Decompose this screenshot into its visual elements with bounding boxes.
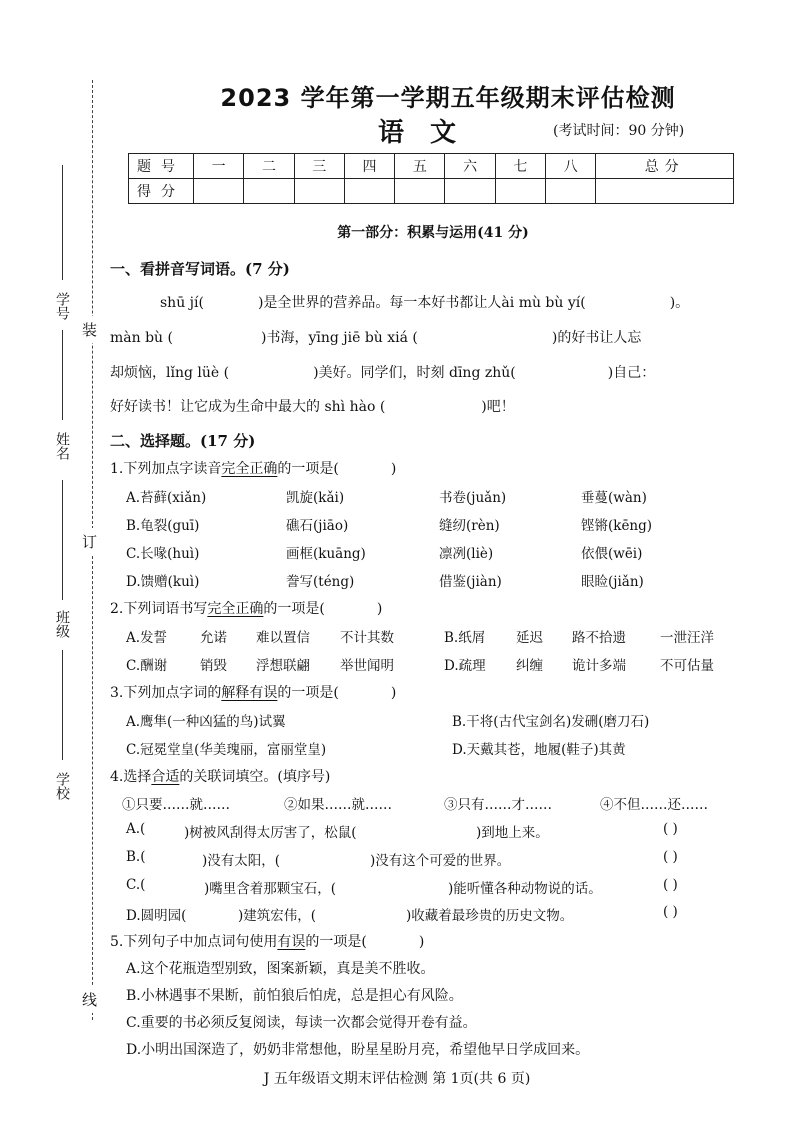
q1-option[interactable]: 缝纫(rèn) — [439, 518, 500, 534]
score-cell[interactable] — [395, 179, 445, 204]
score-col-4: 四 — [344, 154, 394, 179]
q1-option[interactable]: 凯旋(kǎi) — [286, 490, 345, 506]
q2-word[interactable]: 一泄汪洋 — [660, 630, 714, 646]
pinyin-line-1: shū jí( )是全世界的营养品。每一本好书都让人ài mù bù yí( )。 — [160, 295, 690, 311]
q2-stem: 2.下列词语书写完全正确的一项是( ) — [110, 601, 383, 617]
score-table — [128, 153, 734, 204]
score-cell[interactable] — [194, 179, 244, 204]
q2-word[interactable]: C.酬谢 — [126, 658, 168, 674]
q5-stem: 5.下列句子中加点词句使用有误的一项是( ) — [110, 934, 425, 950]
pinyin-line-2: màn bù ( )书海，yīng jiē bù xiá ( )的好书让人忘 — [110, 330, 642, 346]
score-col-1: 一 — [194, 154, 244, 179]
q1-option[interactable]: B.龟裂(guī) — [126, 518, 200, 534]
class-blank — [62, 480, 63, 600]
q4-conjunction: ②如果……就…… — [284, 797, 392, 813]
q4-conjunction: ③只有……才…… — [444, 797, 552, 813]
q5-option-a[interactable]: A.这个花瓶造型别致，图案新颖，真是美不胜收。 — [126, 961, 435, 977]
q1-option[interactable]: 画框(kuāng) — [286, 546, 366, 562]
score-cell[interactable] — [596, 179, 734, 204]
score-cell[interactable] — [495, 179, 545, 204]
q2-word[interactable]: 诡计多端 — [572, 658, 626, 674]
subject-title: 语文 — [378, 118, 483, 148]
q2-word[interactable]: D.疏理 — [444, 658, 486, 674]
class-label: 班级 — [52, 606, 72, 642]
q3-stem: 3.下列加点字词的解释有误的一项是( ) — [110, 685, 397, 701]
q1-option[interactable]: 铿锵(kēng) — [581, 518, 653, 534]
q4-answer-paren[interactable]: ( ) — [663, 904, 678, 920]
q3-option[interactable]: A.鹰隼(一种凶猛的鸟)试翼 — [126, 714, 286, 730]
bind-mark-ding: 订 — [82, 528, 97, 555]
q2-word[interactable]: B.纸屑 — [444, 630, 486, 646]
q2-word[interactable]: 不计其数 — [340, 630, 394, 646]
exam-time: (考试时间：90 分钟) — [553, 123, 685, 139]
score-col-3: 三 — [294, 154, 344, 179]
q2-word[interactable]: 纠缠 — [516, 658, 543, 674]
q4-conjunction: ④不但……还…… — [600, 797, 708, 813]
score-cell[interactable] — [294, 179, 344, 204]
q4-answer-paren[interactable]: ( ) — [663, 849, 678, 865]
q2-word[interactable]: 延迟 — [516, 630, 543, 646]
q1-option[interactable]: A.苔藓(xiǎn) — [126, 490, 207, 506]
q2-word[interactable]: 浮想联翩 — [256, 658, 310, 674]
student-id-label: 学号 — [52, 288, 72, 324]
q1-option[interactable]: 书卷(juǎn) — [439, 490, 507, 506]
pinyin-line-3: 却烦恼，lǐng lüè ( )美好。同学们，时刻 dīng zhǔ( )自己： — [110, 365, 656, 381]
q1-stem: 1.下列加点字读音完全正确的一项是( ) — [110, 461, 397, 477]
score-row-label-number: 题号 — [129, 154, 194, 179]
q2-word[interactable]: 举世闻明 — [340, 658, 394, 674]
score-cell[interactable] — [344, 179, 394, 204]
bind-mark-zhuang: 装 — [82, 316, 97, 343]
bind-mark-xian: 线 — [82, 986, 97, 1013]
q1-option[interactable]: C.长喙(huì) — [126, 546, 200, 562]
score-col-5: 五 — [395, 154, 445, 179]
score-col-8: 八 — [546, 154, 596, 179]
q2-word[interactable]: 允诺 — [200, 630, 227, 646]
q1-option[interactable]: 誊写(téng) — [286, 574, 355, 590]
pinyin-line-4: 好好读书！让它成为生命中最大的 shì hào ( )吧！ — [110, 399, 515, 415]
score-cell[interactable] — [546, 179, 596, 204]
q4-answer-paren[interactable]: ( ) — [663, 821, 678, 837]
q4-conjunction: ①只要……就…… — [122, 797, 230, 813]
score-col-6: 六 — [445, 154, 495, 179]
section1-title: 一、看拼音写词语。(7 分) — [110, 260, 290, 278]
q2-word[interactable]: 销毁 — [200, 658, 227, 674]
school-label: 学校 — [52, 768, 72, 804]
q5-option-c[interactable]: C.重要的书必须反复阅读，每读一次都会觉得开卷有益。 — [126, 1015, 477, 1031]
part-title: 第一部分：积累与运用(41 分) — [337, 225, 529, 241]
name-label: 姓名 — [52, 428, 72, 464]
score-cell[interactable] — [445, 179, 495, 204]
score-col-total: 总分 — [596, 154, 734, 179]
q1-option[interactable]: 借鉴(jiàn) — [439, 574, 502, 590]
q1-option[interactable]: 凛冽(liè) — [439, 546, 494, 562]
q4-stem: 4.选择合适的关联词填空。(填序号) — [110, 769, 331, 785]
score-col-7: 七 — [495, 154, 545, 179]
q2-word[interactable]: A.发誓 — [126, 630, 168, 646]
q2-word[interactable]: 路不拾遗 — [572, 630, 626, 646]
q3-option[interactable]: D.天戴其苍，地履(鞋子)其黄 — [452, 742, 626, 758]
school-blank — [62, 650, 63, 760]
q2-word[interactable]: 难以置信 — [256, 630, 310, 646]
student-id-blank — [62, 165, 63, 280]
q5-option-d[interactable]: D.小明出国深造了，奶奶非常想他，盼星星盼月亮，希望他早日学成回来。 — [126, 1042, 590, 1058]
score-cell[interactable] — [244, 179, 294, 204]
q5-option-b[interactable]: B.小林遇事不果断，前怕狼后怕虎，总是担心有风险。 — [126, 988, 463, 1004]
q1-option[interactable]: 眼睑(jiǎn) — [581, 574, 644, 590]
q1-option[interactable]: D.馈赠(kuì) — [126, 574, 200, 590]
page-footer: J 五年级语文期末评估检测 第 1页(共 6 页) — [263, 1071, 531, 1087]
q1-option[interactable]: 礁石(jiāo) — [286, 518, 349, 534]
q3-option[interactable]: B.干将(古代宝剑名)发硎(磨刀石) — [452, 714, 650, 730]
exam-title: 2023 学年第一学期五年级期末评估检测 — [220, 84, 676, 112]
score-row-label-score: 得分 — [129, 179, 194, 204]
q3-option[interactable]: C.冠冕堂皇(华美瑰丽，富丽堂皇) — [126, 742, 327, 758]
name-blank — [62, 330, 63, 420]
q1-option[interactable]: 依偎(wēi) — [581, 546, 643, 562]
q4-answer-paren[interactable]: ( ) — [663, 877, 678, 893]
section2-title: 二、选择题。(17 分) — [110, 432, 256, 450]
q1-option[interactable]: 垂蔓(wàn) — [581, 490, 647, 506]
binding-margin — [0, 0, 110, 1124]
q2-word[interactable]: 不可估量 — [660, 658, 714, 674]
score-col-2: 二 — [244, 154, 294, 179]
